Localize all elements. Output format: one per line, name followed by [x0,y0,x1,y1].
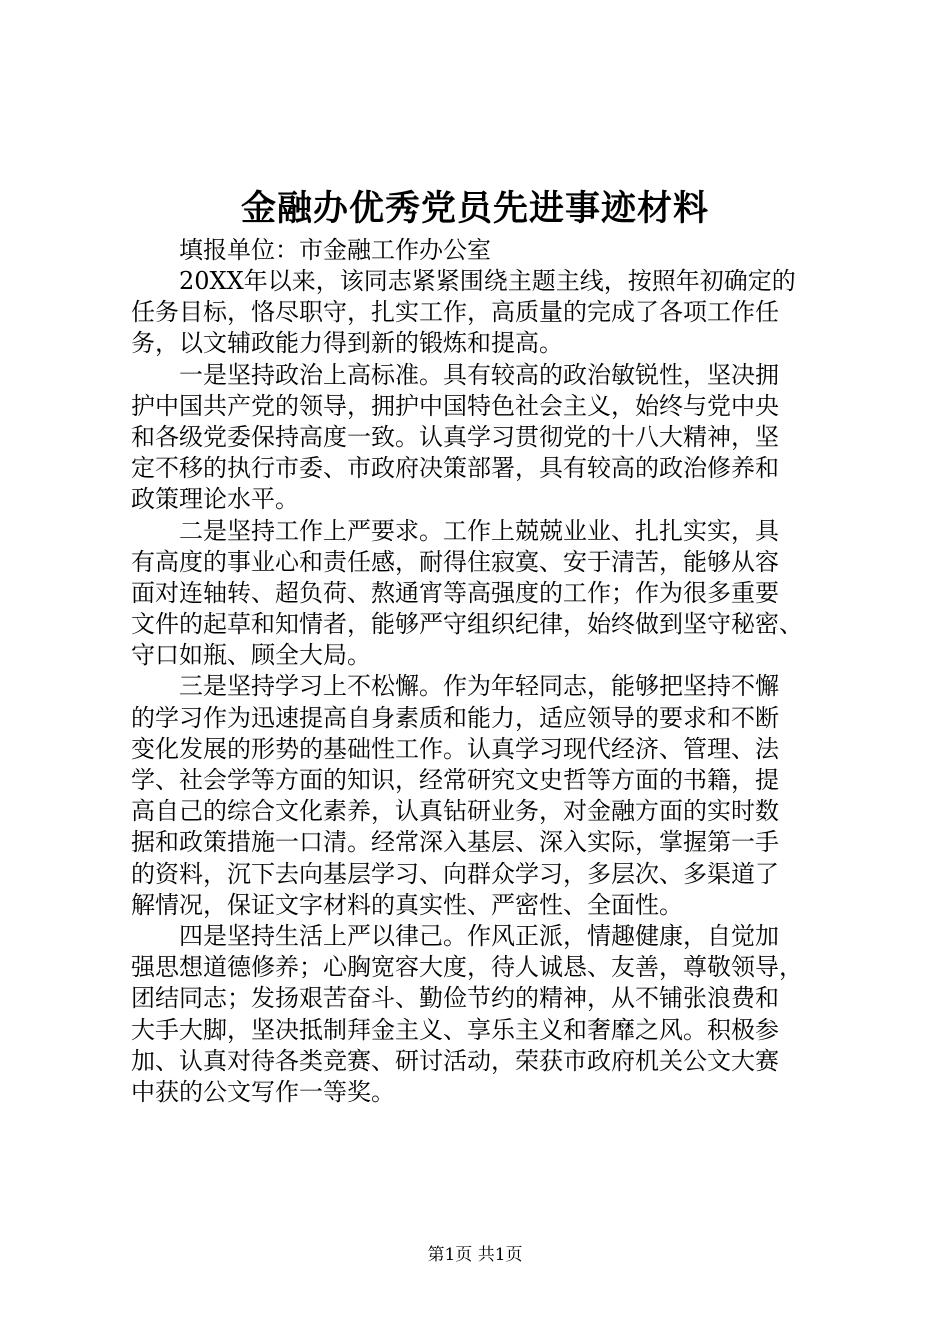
paragraph-line: 务，以文辅政能力得到新的锻炼和提高。 [131,329,563,358]
paragraph-line: 的资料，沉下去向基层学习、向群众学习，多层次、多渠道了 [131,859,779,888]
paragraph-line: 团结同志；发扬艰苦奋斗、勤俭节约的精神，从不铺张浪费和 [131,984,779,1013]
paragraph-line: 强思想道德修养；心胸宽容大度，待人诚恳、友善，尊敬领导， [131,953,803,982]
paragraph [131,516,831,672]
paragraph-line: 守口如瓶、顾全大局。 [131,641,371,670]
paragraph [131,671,831,921]
paragraph-line: 大手大脚，坚决抵制拜金主义、享乐主义和奢靡之风。积极参 [131,1015,779,1044]
paragraph-line: 政策理论水平。 [131,485,299,514]
paragraph-line: 中获的公文写作一等奖。 [131,1077,395,1106]
paragraph-line: 有高度的事业心和责任感，耐得住寂寞、安于清苦，能够从容 [131,547,779,576]
paragraph-line: 据和政策措施一口清。经常深入基层、深入实际，掌握第一手 [131,828,779,857]
paragraph-line: 任务目标，恪尽职守，扎实工作，高质量的完成了各项工作任 [131,298,779,327]
paragraph-line: 文件的起草和知情者，能够严守组织纪律，始终做到坚守秘密、 [131,610,803,639]
paragraph-line: 学、社会学等方面的知识，经常研究文史哲等方面的书籍，提 [131,766,779,794]
document-body [131,234,831,1108]
paragraph-line: 20XX年以来，该同志紧紧围绕主题主线，按照年初确定的 [179,267,796,295]
paragraph-line: 的学习作为迅速提高自身素质和能力，适应领导的要求和不断 [131,703,779,732]
paragraph [131,360,831,516]
paragraph-line: 面对连轴转、超负荷、熬通宵等高强度的工作；作为很多重要 [131,578,779,607]
paragraph-line: 和各级党委保持高度一致。认真学习贯彻党的十八大精神，坚 [131,422,779,451]
paragraph-line: 变化发展的形势的基础性工作。认真学习现代经济、管理、法 [131,734,779,763]
paragraph-line: 高自己的综合文化素养，认真钻研业务，对金融方面的实时数 [131,797,779,826]
paragraph-list [131,266,831,1108]
paragraph-line: 解情况，保证文字材料的真实性、严密性、全面性。 [131,890,683,919]
paragraph [131,921,831,1108]
paragraph-line: 护中国共产党的领导，拥护中国特色社会主义，始终与党中央 [131,391,779,420]
paragraph-line: 四是坚持生活上严以律己。作风正派，情趣健康，自觉加 [179,921,779,950]
reporting-unit: 填报单位：市金融工作办公室 [179,236,491,264]
paragraph [131,266,831,360]
paragraph-line: 一是坚持政治上高标准。具有较高的政治敏锐性，坚决拥 [179,360,779,389]
page-footer: 第1页 共1页 [427,1245,523,1265]
paragraph-line: 三是坚持学习上不松懈。作为年轻同志，能够把坚持不懈 [179,672,779,701]
paragraph-line: 加、认真对待各类竞赛、研讨活动，荣获市政府机关公文大赛 [131,1046,779,1075]
document-title: 金融办优秀党员先进事迹材料 [240,188,709,229]
paragraph-line: 二是坚持工作上严要求。工作上兢兢业业、扎扎实实，具 [179,516,779,545]
paragraph-line: 定不移的执行市委、市政府决策部署，具有较高的政治修养和 [131,454,779,483]
